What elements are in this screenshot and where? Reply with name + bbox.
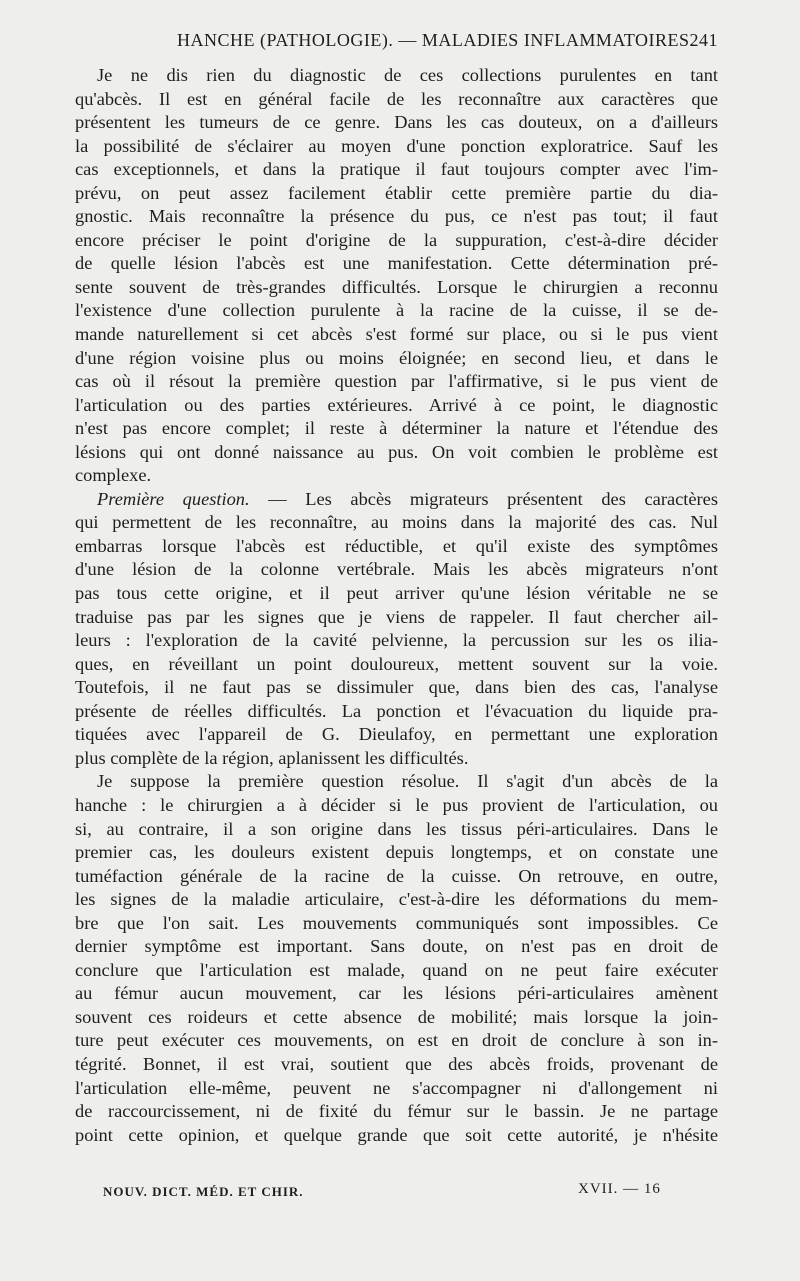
- text-line: [75, 841, 718, 865]
- text-line: [75, 276, 718, 300]
- line-text: la possibilité de s'éclairer au moyen d'une ponction exploratrice. Sauf les: [75, 135, 718, 156]
- line-text: l'existence d'une collection purulente à la racine de la cuisse, il se de-: [75, 300, 718, 321]
- line-text: souvent ces roideurs et cette absence de mobilité; mais lorsque la join-: [75, 1006, 718, 1027]
- text-line: [75, 747, 718, 771]
- text-line: [75, 629, 718, 653]
- line-text: Je suppose la première question résolue. Il s'agit d'un abcès de la: [97, 771, 718, 792]
- text-line: [75, 935, 718, 959]
- line-text: cas exceptionnels, et dans la pratique il faut toujours compter avec l'im-: [75, 159, 718, 180]
- text-line: [75, 417, 718, 441]
- text-line: [75, 394, 718, 418]
- line-text: dernier symptôme est important. Sans doute, on n'est pas en droit de: [75, 936, 718, 957]
- text-line: [75, 606, 718, 630]
- text-line: [75, 135, 718, 159]
- line-text: bre que l'on sait. Les mouvements communiqués sont impossibles. Ce: [75, 912, 718, 933]
- text-line: [75, 770, 718, 794]
- footer-volume: XVII. — 16: [578, 1181, 661, 1197]
- text-line: [75, 347, 718, 371]
- text-line: [75, 700, 718, 724]
- line-text: ture peut exécuter ces mouvements, on est en droit de conclure à son in-: [75, 1030, 718, 1051]
- text-line: [75, 558, 718, 582]
- line-text: qui permettent de les reconnaître, au moins dans la majorité des cas. Nul: [75, 512, 718, 533]
- line-text: Je ne dis rien du diagnostic de ces collections purulentes en tant: [97, 65, 718, 85]
- text-line: [75, 464, 718, 488]
- line-text: ques, en réveillant un point douloureux, mettent souvent sur la voie.: [75, 653, 718, 674]
- page-footer: [75, 1181, 718, 1203]
- line-text: point cette opinion, et quelque grande que soit cette autorité, je n'hésite: [75, 1124, 718, 1145]
- line-text: encore préciser le point d'origine de la suppuration, c'est-à-dire décider: [75, 229, 718, 250]
- line-text: d'une région voisine plus ou moins éloignée; en second lieu, et dans le: [75, 347, 718, 368]
- line-text: qu'abcès. Il est en général facile de les reconnaître aux caractères que: [75, 88, 718, 109]
- text-line: [75, 723, 718, 747]
- footer-signature: NOUV. DICT. MÉD. ET CHIR.: [103, 1184, 304, 1199]
- line-text: gnostic. Mais reconnaître la présence du pus, ce n'est pas tout; il faut: [75, 206, 718, 227]
- line-text: de quelle lésion l'abcès est une manifestation. Cette détermination pré-: [75, 253, 718, 274]
- running-header: [75, 30, 718, 56]
- text-line: [75, 1053, 718, 1077]
- line-text: sente souvent de très-grandes difficultés. Lorsque le chirurgien a reconnu: [75, 276, 718, 297]
- text-line: [75, 370, 718, 394]
- line-text: présente de réelles difficultés. La ponction et l'évacuation du liquide pra-: [75, 700, 718, 721]
- text-line: [75, 111, 718, 135]
- line-text: hanche : le chirurgien a à décider si le pus provient de l'articulation, ou: [75, 794, 718, 815]
- line-text: de raccourcissement, ni de fixité du fémur sur le bassin. Je ne partage: [75, 1101, 718, 1122]
- line-text: prévu, on peut assez facilement établir cette première partie du dia-: [75, 182, 718, 203]
- line-text: leurs : l'exploration de la cavité pelvienne, la percussion sur les os ilia-: [75, 630, 718, 651]
- text-line: [75, 229, 718, 253]
- text-line: [75, 511, 718, 535]
- section-heading: Première question.: [97, 488, 250, 509]
- line-text: tégrité. Bonnet, il est vrai, soutient que des abcès froids, provenant de: [75, 1053, 718, 1074]
- line-text: Toutefois, il ne faut pas se dissimuler que, dans bien des cas, l'analyse: [75, 677, 718, 698]
- text-line: [75, 535, 718, 559]
- line-text: cas où il résout la première question par l'affirmative, si le pus vient de: [75, 371, 718, 392]
- line-text: les signes de la maladie articulaire, c'est-à-dire les déformations du mem-: [75, 889, 718, 910]
- text-line: [75, 323, 718, 347]
- text-line: [75, 865, 718, 889]
- text-line: [75, 912, 718, 936]
- text-line: [75, 88, 718, 112]
- line-text: mande naturellement si cet abcès s'est formé sur place, ou si le pus vient: [75, 324, 718, 345]
- line-text: embarras lorsque l'abcès est réductible, et qu'il existe des symptômes: [75, 535, 718, 556]
- text-line: [75, 488, 718, 512]
- text-line: [75, 982, 718, 1006]
- text-line: [75, 64, 718, 88]
- line-text: premier cas, les douleurs existent depuis longtemps, et on constate une: [75, 842, 718, 863]
- line-text: l'articulation elle-même, peuvent ne s'accompagner ni d'allongement ni: [75, 1077, 718, 1098]
- text-line: [75, 182, 718, 206]
- text-line: [75, 252, 718, 276]
- text-line: [75, 1029, 718, 1053]
- line-text: d'une lésion de la colonne vertébrale. Mais les abcès migrateurs n'ont: [75, 559, 718, 580]
- text-line: [75, 582, 718, 606]
- line-text: au fémur aucun mouvement, car les lésions péri-articulaires amènent: [75, 983, 718, 1004]
- text-line: [75, 299, 718, 323]
- text-line: [75, 818, 718, 842]
- text-line: [75, 441, 718, 465]
- line-text: pas tous cette origine, et il peut arriver qu'une lésion véritable ne se: [75, 583, 718, 604]
- text-line: [75, 1100, 718, 1124]
- body-text: [75, 64, 718, 1147]
- line-text: plus complète de la région, aplanissent les difficultés.: [75, 747, 469, 768]
- text-line: [75, 888, 718, 912]
- line-text: tuméfaction générale de la racine de la cuisse. On retrouve, en outre,: [75, 865, 718, 886]
- line-text: traduise pas par les signes que je viens de rappeler. Il faut chercher ail-: [75, 606, 718, 627]
- line-text: lésions qui ont donné naissance au pus. On voit combien le problème est: [75, 441, 718, 462]
- text-line: [75, 959, 718, 983]
- text-line: [75, 1006, 718, 1030]
- text-line: [75, 1077, 718, 1101]
- line-text: n'est pas encore complet; il reste à déterminer la nature et l'étendue des: [75, 418, 718, 439]
- text-line: [75, 158, 718, 182]
- page-number: 241: [689, 30, 718, 50]
- text-line: [75, 676, 718, 700]
- line-text: — Les abcès migrateurs présentent des caractères: [249, 488, 718, 509]
- line-text: si, au contraire, il a son origine dans les tissus péri-articulaires. Dans le: [75, 818, 718, 839]
- text-line: [75, 205, 718, 229]
- text-line: [75, 794, 718, 818]
- line-text: présentent les tumeurs de ce genre. Dans les cas douteux, on a d'ailleurs: [75, 112, 718, 133]
- line-text: tiquées avec l'appareil de G. Dieulafoy, en permettant une exploration: [75, 724, 718, 745]
- line-text: conclure que l'articulation est malade, quand on ne peut faire exécuter: [75, 959, 718, 980]
- line-text: l'articulation ou des parties extérieures. Arrivé à ce point, le diagnostic: [75, 394, 718, 415]
- line-text: complexe.: [75, 465, 152, 486]
- text-line: [75, 1124, 718, 1148]
- text-line: [75, 653, 718, 677]
- running-title: HANCHE (PATHOLOGIE). — MALADIES INFLAMMATOIRES.: [177, 30, 695, 50]
